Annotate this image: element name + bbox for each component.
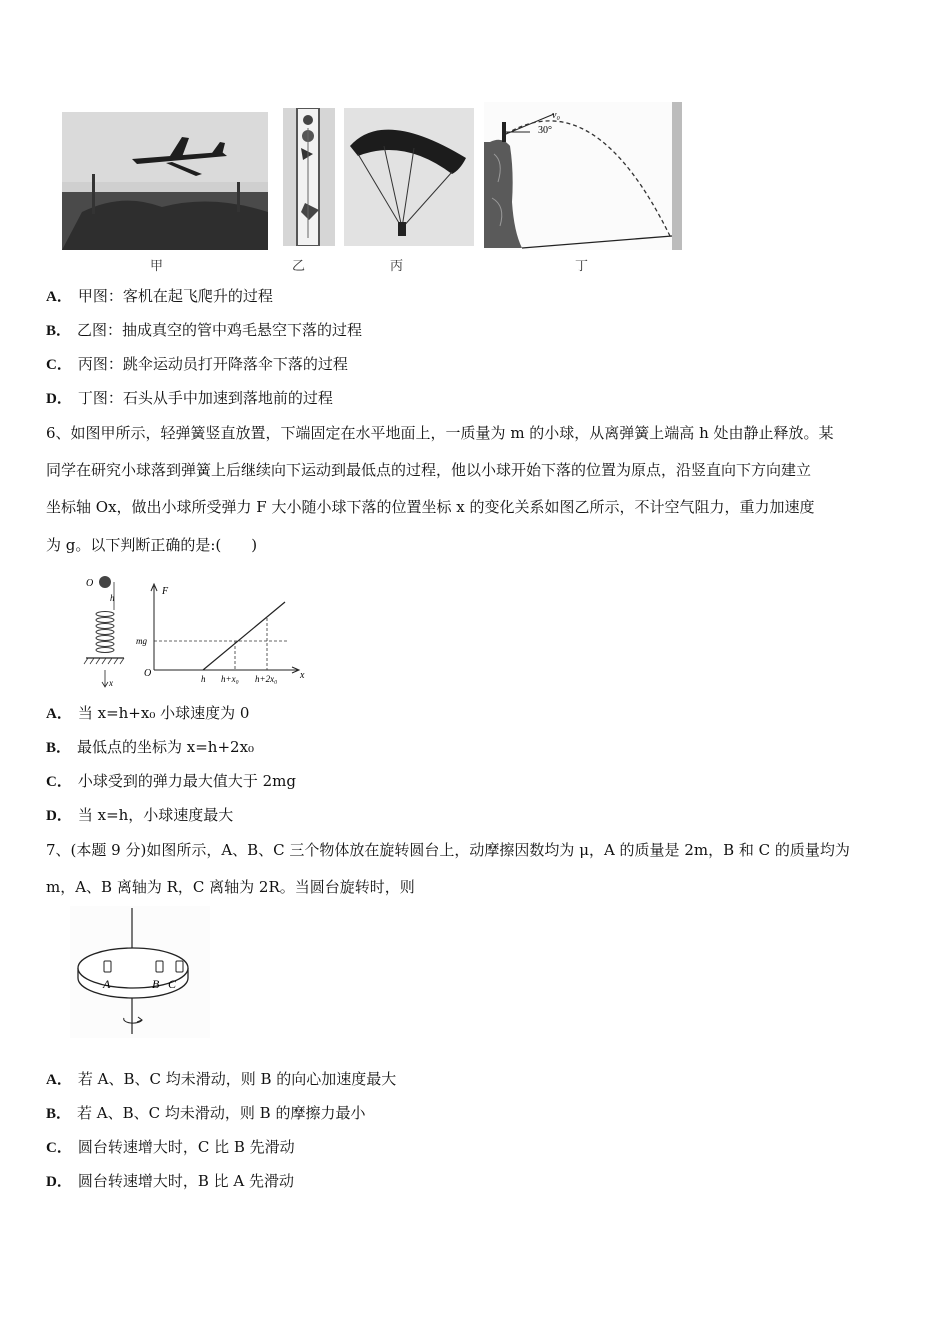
option-letter: B． — [46, 1106, 72, 1122]
spring-origin-label: O — [86, 578, 94, 589]
option-letter: B． — [46, 740, 72, 756]
option-text: 最低点的坐标为 x=h+2x₀ — [77, 738, 255, 756]
tick-h-x0: h+x₀ — [221, 674, 239, 684]
option-letter: C． — [46, 774, 72, 790]
ball — [99, 576, 111, 588]
q6-option-b[interactable] — [46, 737, 254, 758]
photo-parachute — [344, 108, 474, 246]
option-letter: C． — [46, 1140, 72, 1156]
q7-option-a[interactable] — [46, 1069, 396, 1090]
caption-jia: 甲 — [150, 259, 164, 274]
option-text: 若 A、B、C 均未滑动，则 B 的摩擦力最小 — [77, 1104, 366, 1122]
caption-ding: 丁 — [575, 259, 589, 274]
caption-bing: 丙 — [390, 259, 404, 274]
option-text: 当 x=h，小球速度最大 — [77, 806, 234, 824]
q5-option-c[interactable] — [46, 354, 348, 375]
q7-stem-line2: m，A、B 离轴为 R，C 离轴为 2R。当圆台旋转时，则 — [46, 878, 415, 896]
option-letter: D． — [46, 808, 72, 824]
option-text: 小球受到的弹力最大值大于 2mg — [77, 772, 296, 790]
q6-option-a[interactable] — [46, 703, 249, 724]
option-letter: A． — [46, 706, 72, 722]
option-letter: A． — [46, 289, 72, 305]
q6-option-d[interactable] — [46, 805, 233, 826]
tick-h: h — [201, 674, 206, 684]
option-text: 圆台转速增大时，C 比 B 先滑动 — [77, 1138, 295, 1156]
option-letter: A． — [46, 1072, 72, 1088]
option-text: 若 A、B、C 均未滑动，则 B 的向心加速度最大 — [77, 1070, 397, 1088]
q6-figure — [78, 570, 318, 690]
label-a: A — [103, 977, 111, 991]
option-text: 乙图：抽成真空的管中鸡毛悬空下落的过程 — [77, 321, 363, 339]
angle-label: 30° — [538, 125, 552, 136]
q5-option-b[interactable] — [46, 320, 362, 341]
q5-option-a[interactable] — [46, 286, 273, 307]
force-line — [203, 602, 285, 670]
q7-figure — [70, 906, 210, 1038]
q7-stem-line1: 7、(本题 9 分)如图所示，A、B、C 三个物体放在旋转圆台上，动摩擦因数均为 μ，A 的质量是 2m，B 和 C 的质量均为 — [46, 841, 850, 859]
axis-x-label: x — [300, 670, 305, 681]
block-c — [176, 961, 183, 972]
q7-option-c[interactable] — [46, 1137, 295, 1158]
mg-label: mg — [136, 636, 147, 646]
option-letter: D． — [46, 1174, 72, 1190]
photo-projectile — [484, 102, 682, 250]
q6-option-c[interactable] — [46, 771, 296, 792]
option-text: 当 x=h+x₀ 小球速度为 0 — [77, 704, 250, 722]
q7-option-d[interactable] — [46, 1171, 294, 1192]
caption-yi: 乙 — [292, 259, 306, 274]
option-letter: B． — [46, 323, 72, 339]
q6-stem-line4: 为 g。以下判断正确的是:( ) — [46, 536, 258, 554]
velocity-label: v₀ — [552, 110, 560, 121]
option-text: 丁图：石头从手中加速到落地前的过程 — [77, 389, 333, 407]
q7-option-b[interactable] — [46, 1103, 365, 1124]
photo-vacuum-tube — [283, 108, 335, 246]
option-text: 圆台转速增大时，B 比 A 先滑动 — [77, 1172, 295, 1190]
option-text: 丙图：跳伞运动员打开降落伞下落的过程 — [77, 355, 348, 373]
spring-h-label: h — [110, 593, 115, 603]
axis-f-label: F — [162, 586, 169, 597]
q6-stem-line3: 坐标轴 Ox，做出小球所受弹力 F 大小随小球下落的位置坐标 x 的变化关系如图乙所示，不计空气阻力，重力加速度 — [46, 498, 815, 516]
option-letter: D． — [46, 391, 72, 407]
option-letter: C． — [46, 357, 72, 373]
label-b: B — [152, 977, 160, 991]
tick-h-2x0: h+2x₀ — [255, 674, 278, 684]
spring-x-label: x — [109, 678, 113, 688]
block-b — [156, 961, 163, 972]
q6-stem-line2: 同学在研究小球落到弹簧上后继续向下运动到最低点的过程，他以小球开始下落的位置为原点，沿竖直向下方向建立 — [46, 461, 812, 479]
label-c: C — [168, 977, 177, 991]
block-a — [104, 961, 111, 972]
q6-stem-line1: 6、如图甲所示，轻弹簧竖直放置，下端固定在水平地面上，一质量为 m 的小球，从离弹簧上端高 h 处由静止释放。某 — [46, 424, 834, 442]
option-text: 甲图：客机在起飞爬升的过程 — [77, 287, 273, 305]
photo-airplane — [62, 112, 268, 250]
q5-option-d[interactable] — [46, 388, 333, 409]
spring — [96, 612, 114, 653]
origin-label: O — [144, 668, 152, 679]
